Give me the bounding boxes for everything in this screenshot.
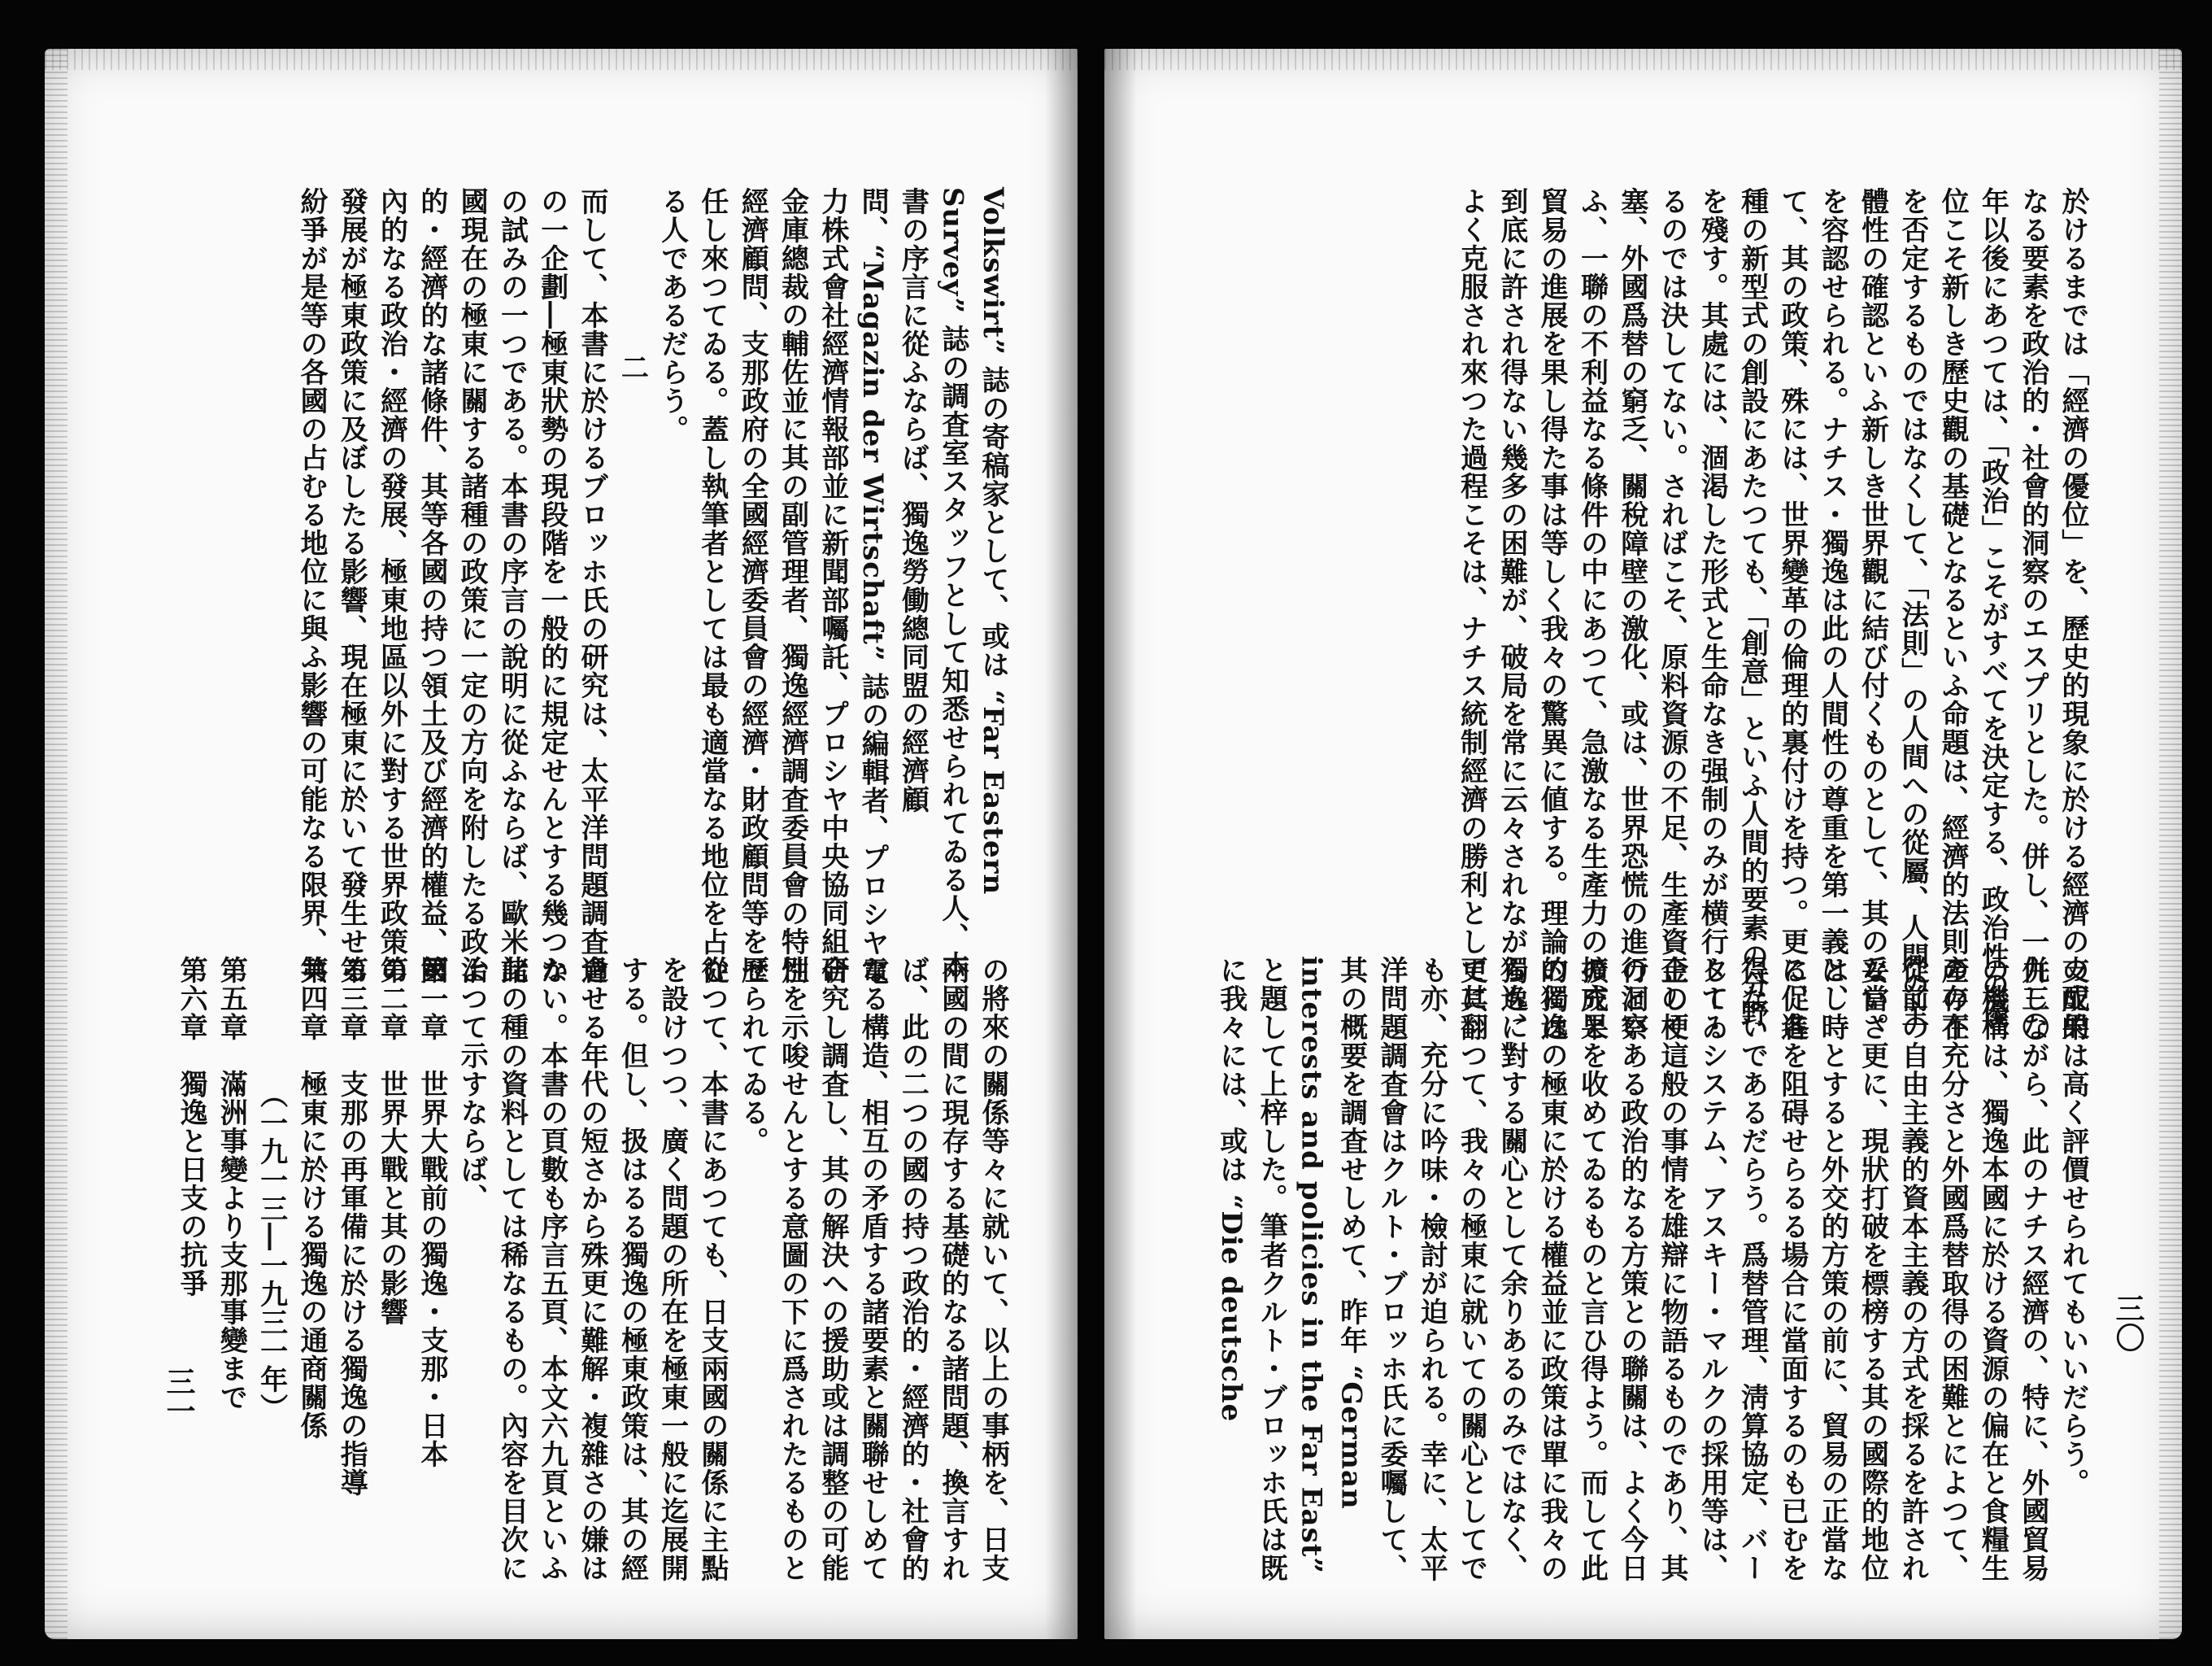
page-edge-texture — [45, 49, 1078, 70]
chapter-item: 第五章 滿洲事變より支那事變まで — [215, 956, 248, 1411]
page-number: 三一 — [162, 1367, 196, 1425]
paragraph: の將來の關係等々に就いて、以上の事柄を、日支兩國の間に現存する基礎的なる諸問題、換言すれば、此の二つの國の持つ政治的・經濟的・社會的なる構造、相互の矛盾する諸要素と關聯せしめて研究し調査し、其の解決への援助或は調整の可能性を示唆せんとする意圖の下に爲されたるものとせられてゐる。 從つて、本書にあつても、日支兩國の關係に主點を設けつつ、廣く問題の所在を極東一般に迄展開する。但し、扱はるる獨逸の極東政策は、其の經過せる年代の短さから殊更に難解・複雜さの嫌はない。本書の頁數も序言五頁、本文六九頁といふ此の種の資料としては稀なるもの。內容を目次によつて示すならば、 — [455, 956, 1009, 1582]
right-page — [1104, 49, 2182, 1639]
chapter-item: 第四章 極東に於ける獨逸の通商關係 — [294, 956, 328, 1440]
chapter-item: 第一章 世界大戰前の獨逸・支那・日本 — [415, 956, 448, 1468]
right-page-upper-text — [1287, 187, 2092, 1049]
chapter-item: 第二章 世界大戰と其の影響 — [375, 956, 408, 1326]
chapter-subnote: （一九一三―一九三一年） — [255, 1080, 288, 1422]
page-edge-texture — [2159, 49, 2182, 1639]
left-page-lower-text — [85, 956, 1012, 1607]
paragraph: 於けるまでは「經濟の優位」を、歷史的現象に於ける經濟の支配的なる要素を政治的・社會的洞察のエスプリとした。併し、一九三〇年以後にあつては、「政治」こそがすべてを決定する、政治性の優位こそ新しき歷史觀の基礎となるといふ命題は、經濟的法則の存在を否定するものではなくして、「法則」の人間への從屬、人間の主體性の確認といふ新しき世界觀に結び付くものとして、其の妥當さを容認せられる。ナチス・獨逸は此の人間性の尊重を第一義として、其の政策、殊には、世界變革の倫理的裏付けを持つ。更に、各種の新型式の創設にあたつても、「創意」といふ人間的要素の分野を殘す。其處には、涸渇した形式と生命なき强制のみが横行してゐるのでは決してない。さればこそ、原料資源の不足、生產資金の梗塞、外國爲替の窮乏、關稅障壁の激化、或は、世界恐慌の進行といふ、一聯の不利益なる條件の中にあつて、急激なる生產力の擴充と貿易の進展を果し得た事は等しく我々の驚異に値する。理論的には到底に許され得ない幾多の困難が、破局を常に云々されながらも、よく克服され來つた過程こそは、ナチス統制經濟の勝利として其 — [1455, 187, 2089, 1041]
gutter-shadow — [1045, 49, 1078, 1639]
gutter-shadow — [1104, 49, 1137, 1639]
page-edge-texture — [45, 49, 67, 1639]
chapter-item: 第六章 獨逸と日支の抗爭 — [175, 956, 208, 1297]
chapter-item: 第三章 支那の再軍備に於ける獨逸の指導 — [335, 956, 368, 1497]
paragraph: 而して、本書に於けるブロッホ氏の研究は、太平洋問題調査會の一企劃―極東狀勢の現段階を一般的に規定せんとする幾つかの試みの一つである。本書の序言の說明に從ふならば、歐米諸國現在の極東に關する諸種の政策に一定の方向を附したる政治的・經濟的な諸條件、其等各國の持つ領土及び經濟的權益、國內的なる政治・經濟の發展、極東地區以外に對する世界政策の發展が極東政策に及ぼしたる影響、現在極東に於いて發生せる紛爭が是等の各國の占むる地位に與ふ影響の可能なる限界、共 — [294, 187, 609, 984]
page-number: 三〇 — [2111, 1293, 2145, 1352]
section-heading: 二 — [616, 353, 649, 382]
left-page-upper-text — [150, 187, 1012, 1001]
page-edge-texture — [1104, 49, 2182, 70]
paragraph: の成果は高く評價せられてもいいだらう。 併しながら、此のナチス經濟の、特に、外國貿易の機構は、獨逸本國に於ける資源の偏在と食糧生產の不充分さと外國爲替取得の困難とによつて、從前の自由主義的資本主義の方式を採るを許されない。更に、現狀打破を標榜する其の國際的地位は、時とすると外交的方策の前に、貿易の正當なる促進を阻碍せらるる場合に當面するのも已むを得ないであるだらう。爲替管理、淸算協定、バーター・システム、アスキー・マルクの採用等は、正しく這般の事情を雄辯に物語るものであり、其の洞察ある政治的なる方策との聯關は、よく今日の成果を收めてゐるものと言ひ得よう。而して此の獨逸の極東に於ける權益並に政策は單に我々の獨逸に對する關心として余りあるのみではなく、更に翻つて、我々の極東に就いての關心としてでも亦、充分に吟味・檢討が迫られる。幸に、太平洋問題調査會はクルト・ブロッホ氏に委囑して、其の概要を調査せしめて、昨年 “German interests and policies in the Far East” と題して上梓した。筆者クルト・ブロッホ氏は既に我々には、或は “Die deutsche — [1214, 956, 2089, 1582]
paragraph: Volkswirt” 誌の寄稿家として、或は “Far Eastern Survey” 誌の調査室スタッフとして知悉せられてゐる人、本書の序言に從ふならば、獨逸勞働總同盟の經濟顧問、“Magazin der Wirtschaft” 誌の編輯者、プロシヤ電力株式會社經濟情報部並に新聞部囑託、プロシヤ中央協同組合金庫總裁の輔佐並に其の副管理者、獨逸經濟調査委員會の特別經濟顧問、支那政府の全國經濟委員會の經濟・財政顧問等を歷任し來つてゐる。蓋し執筆者としては最も適當なる地位を占むる人であるだらう。 — [655, 187, 1009, 986]
right-page-lower-text — [1141, 956, 2092, 1607]
left-page — [45, 49, 1078, 1639]
